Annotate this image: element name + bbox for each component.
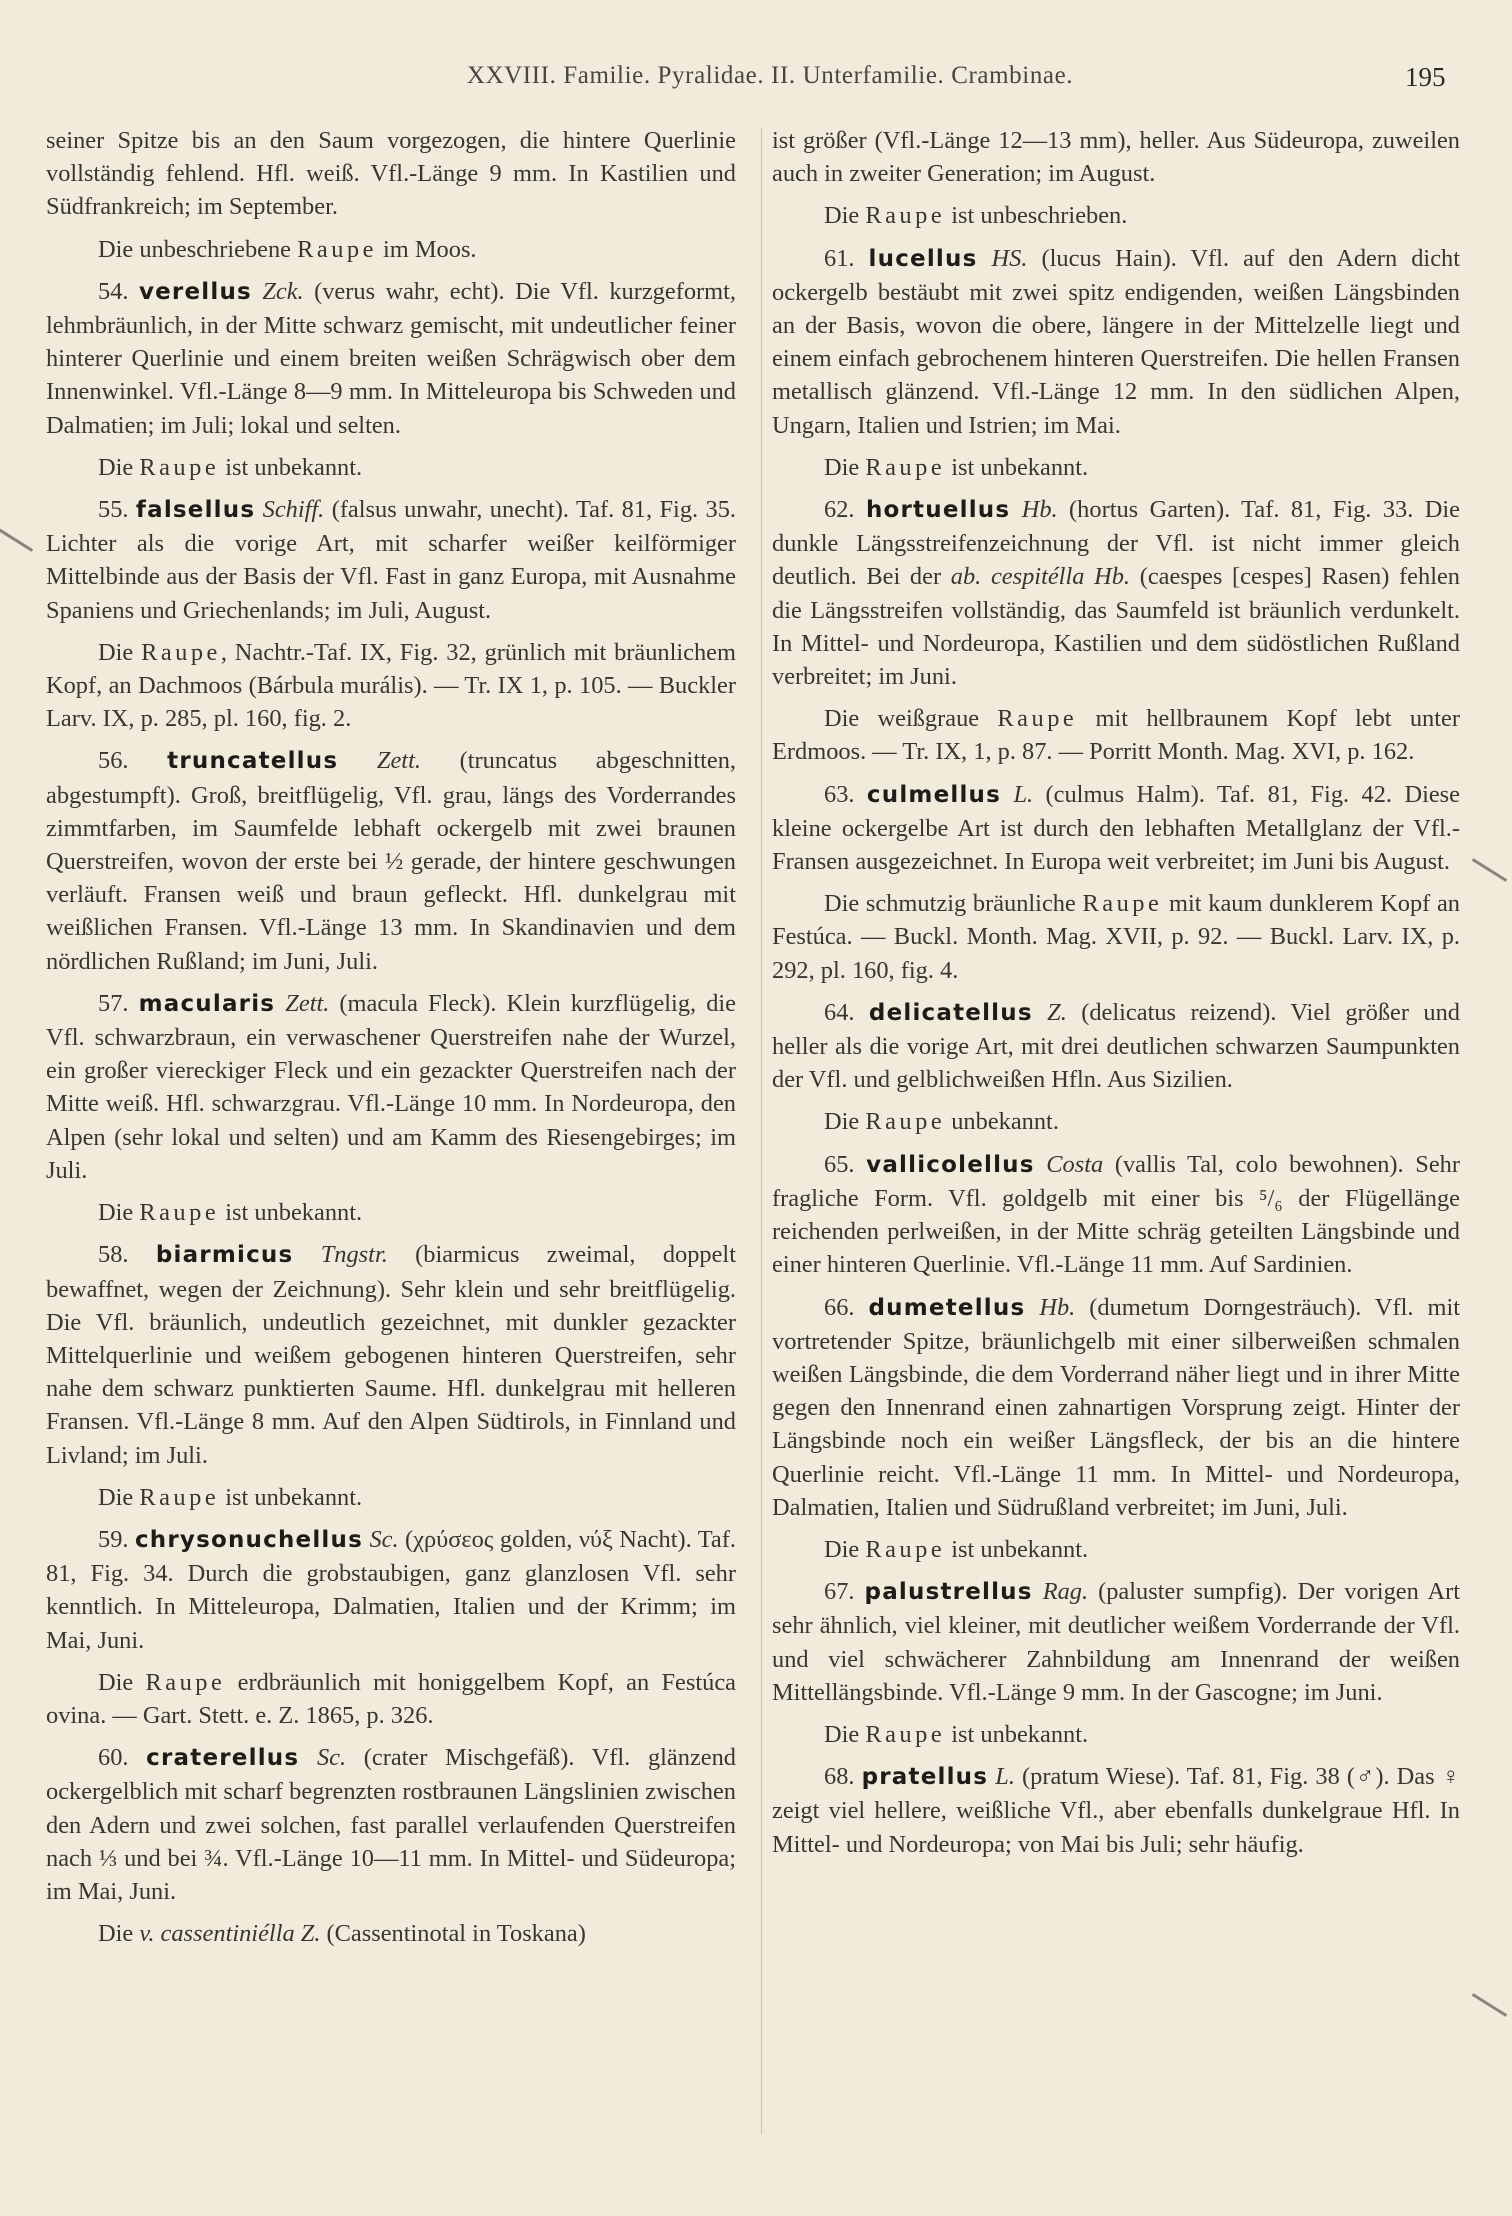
species-entry-60: 60. craterellus Sc. (crater Mischgefäß). Vfl. glänzend ockergelblich mit scharf begrenzten rostbraunen Längslinien zwischen den Adern und zwei solchen, fast parallel verlaufenden Querstreifen nach ⅓ und bei ¾. Vfl.-Länge 10—11 mm. In Mittel- und Südeuropa; im Mai, Juni. (46, 1744, 736, 1905)
species-name: hortuellus (865, 497, 1011, 524)
species-name: dumetellus (868, 1294, 1026, 1321)
paragraph: Die unbeschriebene Raupe im Moos. (98, 235, 477, 263)
larva-note: Die Raupe unbekannt. (824, 1108, 1059, 1136)
species-entry-62: 62. hortuellus Hb. (hortus Garten). Taf. 81, Fig. 33. Die dunkle Längsstreifenzeichnung der Vfl. ist nicht immer gleich deutlich. Bei der ab. cespitélla Hb. (caespes [cespes] Rasen) fehlen die Längsstreifen vollständig, das Saumfeld ist bräunlich verdunkelt. In Mittel- und Nordeuropa, Kastilien und dem südöstlichen Rußland verbreitet; im Juni. (772, 496, 1460, 691)
margin-pencil-mark (1472, 858, 1508, 882)
paragraph: ist größer (Vfl.-Länge 12—13 mm), heller. Aus Südeuropa, zuweilen auch in zweiter Generation; im August. (772, 127, 1460, 188)
right-column (772, 124, 1460, 1870)
larva-note: Die Raupe ist unbekannt. (824, 453, 1089, 481)
species-name: falsellus (135, 497, 256, 524)
species-entry-63: 63. culmellus L. (culmus Halm). Taf. 81, Fig. 42. Diese kleine ockergelbe Art ist durch den lebhaften Metallglanz der Vfl.-Fransen ausgezeichnet. In Europa weit verbreitet; im Juni bis August. (772, 780, 1460, 876)
larva-note: Die Raupe ist unbeschrieben. (824, 202, 1128, 230)
species-entry-59: 59. chrysonuchellus Sc. (χρύσεος golden, νύξ Nacht). Taf. 81, Fig. 34. Durch die grobstaubigen, ganz glanzlosen Vfl. sehr kenntlich. In Mitteleuropa, Dalmatien, Italien und der Krimm; im Mai, Juni. (46, 1525, 736, 1654)
species-name: verellus (138, 278, 252, 305)
species-entry-61: 61. lucellus HS. (lucus Hain). Vfl. auf den Adern dicht ockergelb bestäubt mit zwei spitz endigenden, weißen Längsbinden an der Basis, wovon die obere, längere in der Mittelzelle liegt und einem einfach gebrochenem hinteren Querstreifen. Die hellen Fransen metallisch glänzend. Vfl.-Länge 12 mm. In den südlichen Alpen, Ungarn, Italien und Istrien; im Mai. (772, 244, 1460, 439)
species-entry-58: 58. biarmicus Tngstr. (biarmicus zweimal, doppelt bewaffnet, wegen der Zeichnung). Sehr klein und sehr breitflügelig. Die Vfl. bräunlich, undeutlich gezeichnet, mit dunkler gezackter Mittelquerlinie und weißem gebogenen hinteren Querstreifen, sehr nahe dem schwarz punktierten Saume. Hfl. dunkelgrau mit helleren Fransen. Vfl.-Länge 8 mm. Auf den Alpen Südtirols, in Finnland und Livland; im Juli. (46, 1241, 736, 1469)
species-name: pratellus (861, 1764, 989, 1791)
larva-note: Die Raupe erdbräunlich mit honiggelbem Kopf, an Festúca ovina. — Gart. Stett. e. Z. 1865, p. 326. (46, 1668, 736, 1729)
page-number: 195 (1405, 62, 1446, 92)
species-entry-56: 56. truncatellus Zett. (truncatus abgeschnitten, abgestumpft). Groß, breitflügelig, Vfl. grau, längs des Vorderrandes zimmtfarben, im Saumfelde lebhaft ockergelb mit zwei braunen Querstreifen, wovon der erste bei ½ gerade, der hintere geschwungen verläuft. Fransen weiß und braun gefleckt. Hfl. dunkelgrau mit weißlichen Fransen. Vfl.-Länge 13 mm. In Skandinavien und dem nördlichen Rußland; im Juni, Juli. (46, 747, 736, 975)
species-name: chrysonuchellus (134, 1526, 363, 1553)
species-entry-66: 66. dumetellus Hb. (dumetum Dorngesträuch). Vfl. mit vortretender Spitze, bräunlichgelb mit einer silberweißen schmalen weißen Längsbinde, die dem Vorderrand näher liegt und in ihrer Mitte gegen den Innenrand einen zahnartigen Vorsprung zeigt. Hinter der Längsbinde noch ein weißer Längsfleck, der bis an die hintere Querlinie reicht. Vfl.-Länge 11 mm. In Mittel- und Nordeuropa, Dalmatien, Italien und Südrußland verbreitet; im Juni, Juli. (772, 1293, 1460, 1521)
larva-note: Die weißgraue Raupe mit hellbraunem Kopf lebt unter Erdmoos. — Tr. IX, 1, p. 87. — Porritt Month. Mag. XVI, p. 162. (772, 705, 1460, 766)
species-entry-54: 54. verellus Zck. (verus wahr, echt). Die Vfl. kurzgeformt, lehmbräunlich, in der Mitte schwarz gemischt, mit undeutlicher feiner hinterer Querlinie und einem breiten weißen Schrägwisch ober dem Innenwinkel. Vfl.-Länge 8—9 mm. In Mitteleuropa bis Schweden und Dalmatien; im Juli; lokal und selten. (46, 277, 736, 439)
species-name: palustrellus (864, 1579, 1033, 1606)
species-name: vallicolellus (866, 1151, 1035, 1178)
species-name: culmellus (866, 781, 1002, 808)
margin-pencil-mark (0, 528, 33, 552)
species-name: craterellus (146, 1745, 300, 1772)
variety-note: Die v. cassentiniélla Z. (Cassentinotal in Toskana) (98, 1920, 586, 1948)
larva-note: Die Raupe ist unbekannt. (98, 1199, 363, 1227)
species-name: truncatellus (167, 748, 339, 775)
species-name: macularis (138, 990, 276, 1017)
margin-pencil-mark (1472, 1993, 1508, 2017)
left-column (46, 124, 736, 1959)
paragraph: seiner Spitze bis an den Saum vorgezogen, die hintere Querlinie vollständig fehlend. Hfl. weiß. Vfl.-Länge 9 mm. In Kastilien und Südfrankreich; im September. (46, 127, 736, 221)
species-entry-57: 57. macularis Zett. (macula Fleck). Klein kurzflügelig, die Vfl. schwarzbraun, ein verwaschener Querstreifen nahe der Wurzel, ein großer viereckiger Fleck und ein gezackter Querstreifen nach der Mitte weiß. Hfl. schwarzgrau. Vfl.-Länge 10 mm. In Nordeuropa, den Alpen (sehr lokal und selten) und am Kamm des Riesengebirges; im Juli. (46, 989, 736, 1184)
larva-note: Die Raupe ist unbekannt. (824, 1720, 1089, 1748)
larva-note: Die Raupe ist unbekannt. (824, 1535, 1089, 1563)
larva-note: Die Raupe ist unbekannt. (98, 453, 363, 481)
species-name: delicatellus (868, 999, 1033, 1026)
species-entry-64: 64. delicatellus Z. (delicatus reizend). Viel größer und heller als die vorige Art, mit drei deutlichen schwarzen Saumpunkten der Vfl. und gelblichweißen Hfln. Aus Sizilien. (772, 998, 1460, 1094)
species-entry-55: 55. falsellus Schiff. (falsus unwahr, unecht). Taf. 81, Fig. 35. Lichter als die vorige Art, mit scharfer weißer keilförmiger Mittelbinde aus der Basis der Vfl. Fast in ganz Europa, mit Ausnahme Spaniens und Griechenlands; im Juli, August. (46, 496, 736, 624)
species-name: lucellus (868, 245, 978, 272)
larva-note: Die Raupe, Nachtr.-Taf. IX, Fig. 32, grünlich mit bräunlichem Kopf, an Dachmoos (Bárbula murális). — Tr. IX 1, p. 105. — Buckler Larv. IX, p. 285, pl. 160, fig. 2. (46, 638, 736, 733)
species-entry-65: 65. vallicolellus Costa (vallis Tal, colo bewohnen). Sehr fragliche Form. Vfl. goldgelb mit einer bis ⁵/₆ der Flügellänge reichenden perlweißen, in der Mitte schräg geteilten Längsbinde und einer hinteren Querlinie. Vfl.-Länge 11 mm. Auf Sardinien. (772, 1150, 1460, 1279)
species-entry-67: 67. palustrellus Rag. (paluster sumpfig). Der vorigen Art sehr ähnlich, viel kleiner, mit deutlicher weißem Vorderrande der Vfl. und viel schwächerer Zahnbildung am Innenrand der weißen Mittellängsbinde. Vfl.-Länge 9 mm. In der Gascogne; im Juni. (772, 1578, 1460, 1706)
larva-note: Die schmutzig bräunliche Raupe mit kaum dunklerem Kopf an Festúca. — Buckl. Month. Mag. XVII, p. 92. — Buckl. Larv. IX, p. 292, pl. 160, fig. 4. (772, 890, 1460, 984)
species-entry-68: 68. pratellus L. (pratum Wiese). Taf. 81, Fig. 38 (♂). Das ♀ zeigt viel hellere, weißliche Vfl., aber ebenfalls dunkelgraue Hfl. In Mittel- und Nordeuropa; von Mai bis Juli; sehr häufig. (772, 1763, 1460, 1858)
running-head: XXVIII. Familie. Pyralidae. II. Unterfamilie. Crambinae. (466, 62, 1074, 89)
column-divider (761, 128, 762, 2134)
larva-note: Die Raupe ist unbekannt. (98, 1483, 363, 1511)
species-name: biarmicus (155, 1242, 294, 1269)
